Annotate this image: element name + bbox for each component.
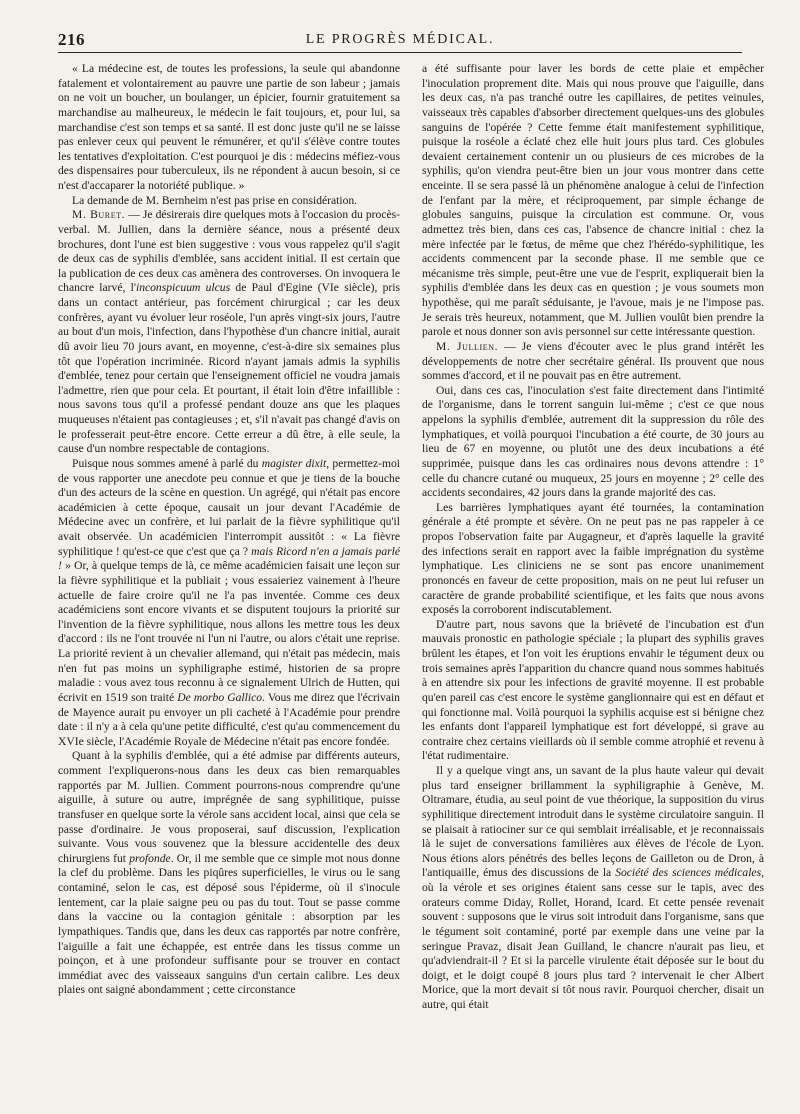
speaker-name: M. Buret.: [72, 208, 126, 222]
italic-text: Société des sciences médicales: [615, 866, 762, 880]
paragraph: a été suffisante pour laver les bords de cette plaie et empêcher l'inoculation proprement dite. Mais qui nous prouve que l'aiguille, dans les deux cas, n'a pas tranché outre les capillaires, de petites veinules, vaisseaux très capables d'absorber directement quelques-uns des globules sanguins de l'opérée ? Cette femme était manifestement syphilitique, puisque la roséole a éclaté chez elle huit jours plus tard. Ces globules devaient certainement contenir un ou plusieurs de ces microbes de la syphilis, qu'on viendra peut-être bien un jour vous montrer dans cette enceinte. Il se sera passé là un phénomène analogue à celui de l'infection de l'enfant par la mère, et réciproquement, par simple échange de globules sanguins, puisque la circulation est commune. Or, vous admettez très bien, dans ces cas, l'absence de chancre initial : chez la mère infectée par le fœtus, de même que chez l'hérédo-syphilitique, les accidents commencent par la seconde phase. Il me semble que ce mécanisme très simple, peut-être une vue de l'esprit, expliquerait bien la syphilis d'emblée dans les deux cas en question ; je vous soumets mon hypothèse, qui me paraît séduisante, je l'avoue, mais je ne l'impose pas. Je serais très heureux, notamment, que M. Jullien voulût bien prendre la parole et nous donner son avis personnel sur cette intéressante question.: [422, 62, 764, 339]
paragraph: « La médecine est, de toutes les professions, la seule qui abandonne fatalement et volontairement au pauvre une partie de son labeur ; jamais on ne voit un boucher, un boulanger, un épicier, fournir gratuitement sa marchandise au malheureux, le médecin le fait toujours, et, pour lui, sa marchandise c'est son temps et sa santé. Il est donc juste qu'il ne se laisse pas enlever ceux qui peuvent le rémunérer, et qu'il s'élève contre toutes les tentatives d'exploitation. C'est pourquoi je dis : médecins méfiez-vous des dispensaires pour tuberculeux, ils ne répondent à aucun besoin, si ce n'est d'accaparer la notoriété publique. »: [58, 62, 400, 192]
text-run: de Paul d'Egine (VIe siècle), pris dans un contact antérieur, pas forcément chirurgical ; car les deux confrères, ayant vu évoluer leur roséole, l'un après vingt-six jours, l'autre au bout d'un mois, l'infection, dans l'hypothèse d'un chancre initial, aurait dû avoir lieu 70 jours avant, en moyenne, c'est-à-dire six semaines plus tôt que l'opération incriminée. Ricord n'ayant jamais admis la syphilis d'emblée, tenez pour certain que l'enseignement officiel ne voudra jamais l'admettre, rien que pour cela. Et pourtant, il était loin d'être infaillible : nous savons tous qu'il a professé pendant douze ans que les plaques muqueuses n'étaient pas contagieuses ; et, s'il n'avait pas changé d'avis on le professerait peut-être encore. Cette erreur a dû être, à elle seule, la cause d'un nombre respectable de contagions.: [58, 281, 400, 456]
page-header: [58, 28, 742, 53]
text-run: . Vous me direz que l'écrivain de Mayence aurait pu envoyer un pli cacheté à l'Académie pour prendre date : il n'y a à cela qu'une petite difficulté, c'est qu'au commencement du XVIe siècle, l'Académie Royale de Médecine n'était pas encore fondée.: [58, 690, 400, 748]
text-run: , où la vérole et ses origines étaient sans cesse sur le tapis, avec des orateurs comme Diday, Rollet, Horand, Icard. Et cette pensée revenait souvent : supposons que le virus soit introduit dans l'organisme, sans que le tégument soit contaminé, porté par exemple dans une veine par la seringue Pravaz, disait Jean Guilland, le chancre n'aurait pas lieu, et qu'adviendrait-il ? Et si la parcelle virulente était déposée sur le bout du doigt, et le doigt coupé 8 jours plus tard ? intervenait le cher Albert Morice, que la mort devait si tôt nous ravir. Pourquoi chercher, disait un autre, qui était: [422, 866, 764, 1011]
text-run: Il y a quelque vingt ans, un savant de la plus haute valeur qui devait plus tard enseigner brillamment la syphiligraphie à Genève, M. Oltramare, étudia, au seul point de vue théorique, la supposition du virus syphilitique directement introduit dans le système circulatoire sanguin. Il se plaisait à ratiociner sur ce qui semblait irréalisable, et je reconnaissais là le sujet de conversations familières aux élèves de l'école de Lyon. Nous étions alors pénétrés des belles leçons de Gailleton ou de Dron, à l'antiquaille, émus des discussions de la: [422, 764, 764, 880]
running-title: LE PROGRÈS MÉDICAL.: [305, 32, 495, 47]
text-run: Puisque nous sommes amené à parlé du: [72, 456, 262, 470]
text-run: Quant à la syphilis d'emblée, qui a été admise par différents auteurs, comment l'expliquerons-nous dans les deux cas bien remarquables rapportés par M. Jullien. Comment pourrons-nous comprendre qu'une aiguille, à suture ou autre, imprégnée de sang syphilitique, puisse transfuser en quelque sorte la vérole sans accident local, ainsi que cela se passe d'ordinaire. Je vous proposerai, sauf discussion, l'explication suivante. Vous vous souvenez que la blessure accidentelle des deux chirurgiens fut: [58, 749, 400, 865]
paragraph: [422, 340, 764, 384]
left-column: [58, 62, 400, 1102]
speaker-name: M. Jullien.: [436, 339, 499, 353]
paragraph: Oui, dans ces cas, l'inoculation s'est faite directement dans l'intimité de l'organisme, dans le torrent sanguin lui-même ; c'est ce que nous appelons la syphilis d'emblée, autrement dit la suppression du rôle des lymphatiques, et voilà pourquoi l'incubation a été courte, de 30 jours au lieu de 67 en moyenne, ou plutôt une des deux incubations a été supprimée, puisque dans les cas ordinaires nous devons attendre : 1° celle du chancre cutané ou muqueux, 25 jours en moyenne ; 2° celle des accidents secondaires, 42 jours dans la grande majorité des cas.: [422, 383, 764, 500]
paragraph: [422, 764, 764, 1013]
italic-text: inconspicuum ulcus: [135, 281, 231, 295]
text-run: , permettez-moi de vous rapporter une anecdote peu connue et que je tiens de la bouche d'un des acteurs de la scène en question. Un agrégé, qui n'était pas encore académicien à cette époque, causait un jour devant l'Académie de Médecine avec un confrère, et lui parlait de la fièvre syphilitique qu'il avait observée. Un académicien l'interrompit aussitôt : « La fièvre syphilitique ! qu'est-ce que c'est que ça ?: [58, 456, 400, 558]
text-run: . Or, il me semble que ce simple mot nous donne la clef du problème. Dans les piqûres superficielles, le virus ou le sang contaminé, selon le cas, est déposé sous l'épiderme, où il s'inocule lentement, car la plaie saigne peu ou pas du tout. Tout se passe comme dans la vaccine ou la contagion génitale : absorption par les lympathiques. Tandis que, dans les deux cas rapportés par notre confrère, l'aiguille a fait une échappée, est entrée dans les tissus comme un poinçon, et à une profondeur suffisante pour se trouver en contact immédiat avec des vaisseaux sanguins d'un certain calibre. Les deux plaies ont saigné abondamment ; cette circonstance: [58, 851, 400, 997]
paragraph: [58, 457, 400, 750]
italic-text: mais Ricord n'en a jamais parlé !: [58, 544, 400, 573]
page-number: 216: [58, 30, 85, 49]
paragraph: [58, 749, 400, 998]
paragraph: D'autre part, nous savons que la brièveté de l'incubation est d'un mauvais pronostic en pathologie spéciale ; la plupart des syphilis graves brûlent les étapes, et l'on voit les éruptions envahir le tégument deux ou trois semaines après l'apparition du chancre quand nous sommes habitués à en attendre six pour les infections de gravité moyenne. Il est probable qu'en pareil cas c'est encore le système ganglionnaire qui est en défaut et qui fonctionne mal. Voilà pourquoi la syphilis acquise est si bénigne chez les enfants dont l'appareil lymphatique est fort développé, si grave au contraire chez certains vieillards où il semble comme atrophié et revenu à l'état rudimentaire.: [422, 617, 764, 763]
text-run: » Or, à quelque temps de là, ce même académicien faisait une leçon sur la fièvre syphilitique et la publiait ; vous essaieriez vainement à l'heure actuelle de faire croire qu'il ne l'a pas inventée. Comme ces deux académiciens sont encore vivants et se disputent toujours la priorité sur l'invention de la fièvre syphilitique, nous allons les mettre tous les deux d'accord : ils ne l'ont trouvée ni l'un ni l'autre, ou alors c'était une reprise. La priorité revient à un chevalier allemand, qui n'était pas médecin, mais n'en fut pas moins un syphiligraphe estimé, historien de sa propre maladie : vous avez tous reconnu à ce signalement Ulrich de Hutten, qui écrivit en 1519 son traité: [58, 559, 400, 704]
text-run: — Je désirerais dire quelques mots à l'occasion du procès-verbal. M. Jullien, dans la dernière séance, nous a présenté deux brochures, dont l'une est bien suggestive : vous vous rappelez qu'il s'agit de deux cas de syphilis d'emblée, sans accident initial. Il est certain que la publication de ces deux cas amènera des controverses. On invoquera le chancre larvé, l': [58, 208, 400, 295]
paragraph: [58, 208, 400, 457]
paragraph: Les barrières lymphatiques ayant été tournées, la contamination générale a été prompte et sévère. On ne peut pas ne pas rappeler à ce propos l'observation faite par Augagneur, et d'après laquelle la gravité des infections serait en rapport avec la faible imprégnation du système lymphatique. Les cliniciens ne se sont pas encore unanimement prononcés en faveur de cette proposition, mais on ne peut lui refuser un caractère de grande probabilité scientifique, et les faits que nous avons exposés la corroborent indiscutablement.: [422, 500, 764, 617]
right-column: [422, 62, 764, 1102]
italic-text: De morbo Gallico: [177, 690, 263, 704]
italic-text: profonde: [129, 851, 171, 865]
text-run: — Je viens d'écouter avec le plus grand intérêt les développements de notre cher secrétaire général. Ils prouvent que nous sommes d'accord, et il ne pouvait pas en être autrement.: [422, 339, 764, 383]
italic-text: magister dixit: [261, 456, 327, 470]
paragraph: La demande de M. Bernheim n'est pas prise en considération.: [72, 193, 358, 207]
